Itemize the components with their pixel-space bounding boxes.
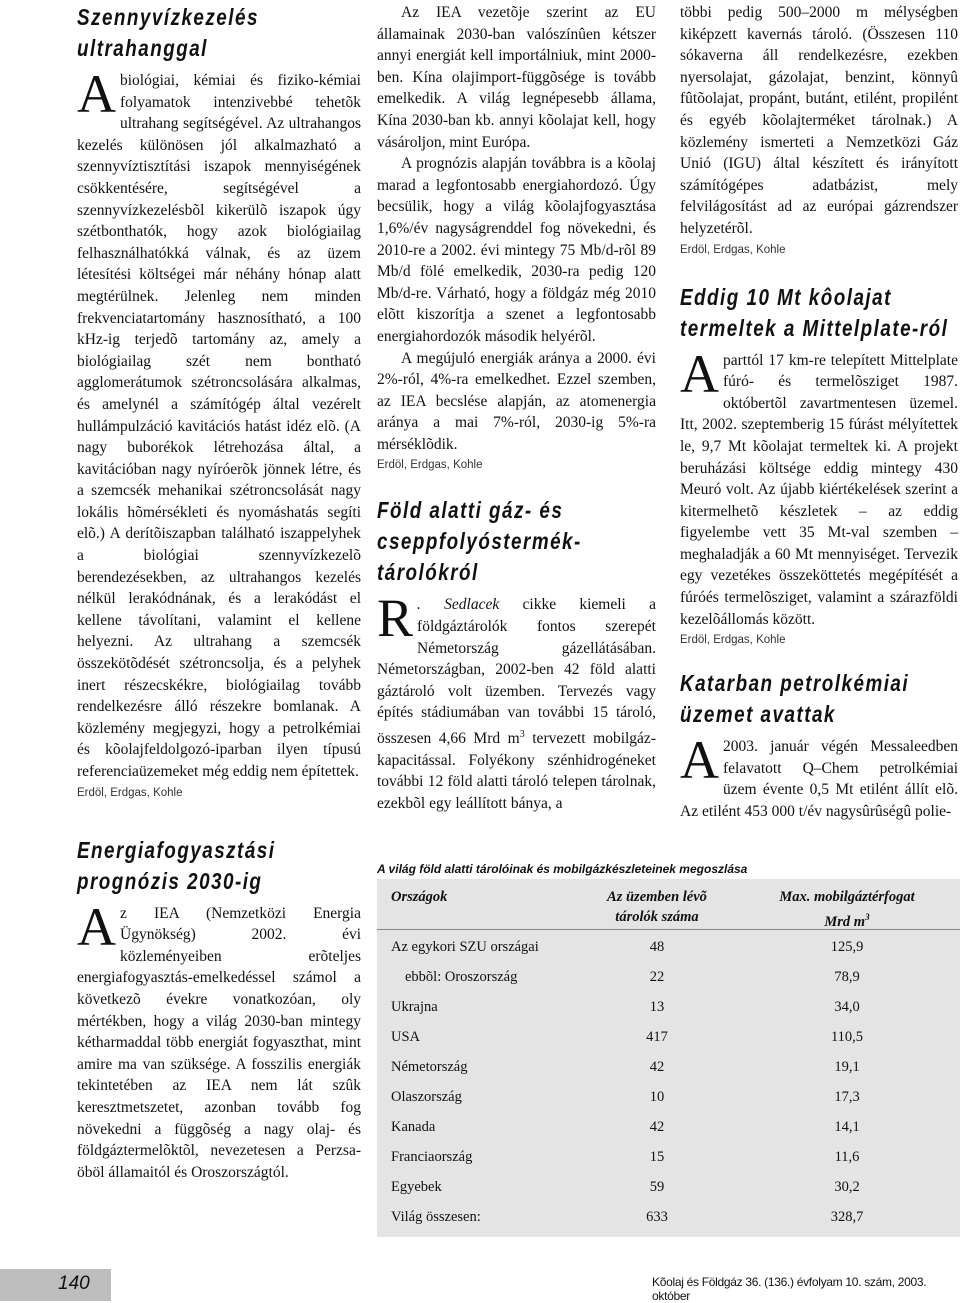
dropcap: R: [377, 588, 414, 649]
cell-country: ebbõl: Oroszország: [405, 969, 518, 985]
cell-count: 59: [649, 1179, 665, 1195]
cell-country: Egyebek: [391, 1179, 442, 1195]
article-body-szennyviz: Abiológiai, kémiai és fiziko-kémiai folyamatok intenzivebbé tehetõk ultrahang segítségével. Az ultrahangos kezelés különösen jól alkalmazható a szennyvíztisztítási iszapok mennyiségének csökkentésére, segítségével a szennyvízkezelésbõl kikerülõ iszapok úgy szétbonthatók, hogy azok biológiailag felhasználhatókká válnak, és az üzem létesítési költségei már néhány hónap alatt megtérülnek. Jelenleg nem minden frekvenciatartomány hasznosítható, a 100 kHz-ig terjedõ tartomány az, amely a biológiailag szét nem bontható agglomerátumok szétroncsolására alkalmas, és amelynél a számítógép által vezérelt hullámpulzáció kavitációs hatást idéz elõ. (A nagy buborékok létrehozása által, a kavitációban nagy nyíróerõk jönnek létre, és a szemcsék mehanikai szétroncsolását nagy lokális hõmérsékleti és nyomáshatás segíti elõ.) A derítõiszapban található iszappelyhek a biológiai szennyvízkezelõ berendezésekben, az ultrahangos kezelés nélkül lerakódnának, és a lerakódást el kellene távolítani, valamint el kellene helyezni. Az ultrahang a szemcsék összekötõdését szétroncsolja, és a pelyhek inert részecskékre, biológiailag tovább rendelkezésre álló részekre bomlanak. A közlemény megjegyzi, hogy a petrolkémiai és kõolajfeldolgozó-iparban ilyen típusú referenciaüzemeket még eddig nem építettek.: [77, 64, 361, 780]
dropcap: A: [680, 730, 719, 791]
article-body-energia-p4: A megújuló energiák aránya a 2000. évi 2%-ról, 4%-ra emelkedhet. Ezzel szemben, az IEA becslése alapján, az atomenergia aránya a mai 7%-ról, 2030-ig 5%-ra mérséklõdik.: [377, 349, 656, 453]
article-title-tarolok: Föld alatti gáz- és cseppfolyóstermék-tárolókról: [377, 497, 582, 586]
table-header-country: Országok: [391, 889, 448, 905]
cell-count: 22: [649, 969, 665, 985]
source-credit: Erdöl, Erdgas, Kohle: [377, 459, 483, 472]
table-row: [377, 939, 960, 967]
cell-capacity: 17,3: [834, 1089, 860, 1105]
article-body-tarolok: R . Sedlacek cikke kiemeli a földgáztárolók fontos szerepét Németország gázellátásában. Németországban, 2002-ben 42 föld alatti gáztároló volt üzemben. Tervezés vagy építés stádiumában van további 15 tároló, összesen 4,66 Mrd $m^3$ tervezett mobilgáz-kapacitással. Folyékony szénhidrogéneket további 12 föld alatti tároló telepen tárolnak, ezekbõl egy leállított bánya, a: [377, 588, 657, 812]
cell-capacity: 19,1: [834, 1059, 860, 1075]
column-right: [680, 2, 958, 823]
article-body-energia-p2: Az IEA vezetõje szerint az EU államainak 2030-ban valószínûen kétszer annyi energiát kell importálniuk, mint 2000-ben. Kína olajimport-függõsége is tovább emelkedik. A világ legnépesebb államа, Kína 2030-ban kb. annyi kõolajat kell, hogy vásároljon, mint Európa.: [377, 4, 656, 151]
cell-count: 13: [649, 999, 665, 1015]
cell-count: 633: [646, 1209, 668, 1225]
dropcap: A: [77, 64, 116, 124]
article-title-szennyviz: Szennyvízkezelés ultrahanggal: [77, 4, 259, 61]
cell-capacity: 14,1: [834, 1119, 860, 1135]
cell-country: Az egykori SZU országai: [391, 939, 539, 955]
cell-capacity: 328,7: [830, 1209, 864, 1225]
table-divider: [377, 929, 960, 930]
cell-count: 10: [649, 1089, 665, 1105]
article-body-katarban: A 2003. január végén Messaleedben felavatott Q–Chem petrolkémiai üzem évente 0,5 Mt etilént állít elõ. Az etilént 453 000 t/év nagysûrûségû polie-: [680, 730, 958, 821]
cell-capacity: 11,6: [834, 1149, 860, 1165]
table-row: [377, 1089, 960, 1117]
cell-capacity: 34,0: [834, 999, 860, 1015]
cell-country: Franciaország: [391, 1149, 473, 1165]
table-row: [377, 1149, 960, 1177]
article-body-energia: Az IEA (Nemzetközi Energia Ügynökség) 2002. évi közleményeiben erõteljes energiafogyasztás-emelkedéssel számol a következõ évekre vonatkozóan, oly mértékben, hogy a világ 2030-ban mintegy kétharmaddal több energiát fogyaszthat, mint amire ma van szüksége. A fosszilis energiák tekintetében az IEA nem lát szûk keresztmetszetet, azonban tovább fog növekedni a függõség a nagy olaj- és földgáztermelõktõl, nevezetesen a Perzsa-öböl államaitól és Oroszországtól.: [77, 896, 361, 1181]
cell-country: Olaszország: [391, 1089, 462, 1105]
cell-country: Világ összesen:: [391, 1209, 481, 1225]
column-left: [77, 2, 361, 1183]
cell-country: USA: [391, 1029, 421, 1045]
table-row: [377, 1119, 960, 1147]
table-row: [377, 1059, 960, 1087]
table-row: [377, 1029, 960, 1057]
cell-capacity: 78,9: [834, 969, 860, 985]
cell-count: 42: [649, 1119, 665, 1135]
source-credit: Erdöl, Erdgas, Kohle: [77, 786, 183, 799]
cell-capacity: 30,2: [834, 1179, 860, 1195]
journal-footer: Kõolaj és Földgáz 36. (136.) évfolyam 10. szám, 2003. október: [652, 1275, 927, 1303]
table-row: [377, 999, 960, 1027]
cell-country: Ukrajna: [391, 999, 438, 1015]
table-header-capacity: Max. mobilgáztérfogat Mrd $m^3$: [779, 889, 915, 930]
dropcap: A: [680, 343, 719, 404]
page-number-box: [0, 1269, 111, 1301]
article-title-mittelplate: Eddig 10 Mt kôolajat termeltek a Mittelplate-ról: [680, 283, 949, 341]
dropcap: A: [77, 896, 116, 957]
table-row: [377, 1209, 960, 1237]
article-title-katarban: Katarban petrolkémiai üzemet avattak: [680, 670, 910, 728]
cell-count: 15: [649, 1149, 665, 1165]
column-middle: [377, 2, 656, 815]
storage-table: [377, 879, 960, 1237]
source-credit: Erdöl, Erdgas, Kohle: [680, 634, 786, 647]
cell-country: Kanada: [391, 1119, 436, 1135]
table-header-count: Az üzemben lévõ tárolók száma: [607, 889, 707, 925]
cell-count: 48: [649, 939, 665, 955]
cell-capacity: 110,5: [830, 1029, 864, 1045]
cell-count: 417: [646, 1029, 668, 1045]
table-caption: A világ föld alatti tárolóinak és mobilgázkészleteinek megoszlása: [377, 862, 748, 876]
article-body-energia-p3: A prognózis alapján továbbra is a kõolaj marad a legfontosabb energiahordozó. Úgy becsülik, hogy a világ kõolajfogyasztása 1,6%/év nagyságrenddel fog növekedni, és 2010-re a 2002. évi mintegy 75 Mb/d-rõl 89 Mb/d fölé emelkedik, 2030-ra pedig 120 Mb/d-re. Várható, hogy a földgáz még 2010 elõtt kiszorítja a szenet a legfontosabb energiahordozók második helyérõl.: [377, 155, 656, 345]
source-credit: Erdöl, Erdgas, Kohle: [680, 243, 786, 256]
page-number: 140: [58, 1273, 90, 1294]
table-row: [377, 1179, 960, 1207]
cell-count: 42: [649, 1059, 665, 1075]
article-title-energia: Energiafogyasztási prognózis 2030-ig: [77, 836, 276, 894]
cell-capacity: 125,9: [830, 939, 864, 955]
cell-country: Németország: [391, 1059, 468, 1075]
article-body-mittelplate: Aparttól 17 km-re telepített Mittelplate fúró- és termelõsziget 1987. októbertõl zavartmentesen üzemel. Itt, 2002. szeptemberig 15 fúrást mélyítettek le, 9,7 Mt kõolajat termeltek ki. A projekt beruházási költsége eddig mintegy 430 Meuró volt. Az újabb kiértékelések szerint a kitermelhetõ készletek – az eddig figyelembe vett 35 Mt-val szemben – meghaladják a 60 Mt mennyiséget. Tervezik egy vezetékes összeköttetés megépítését a fúróés termelõsziget, valamint a szárazföldi kezelõállomás között.: [680, 343, 958, 628]
article-body-tarolok-p2: többi pedig 500–2000 m mélységben kiképzett kavernás tároló. (Összesen 110 sókaverna áll rendelkezésre, ezekben nyersolajat, gázolajat, benzint, könnyû fûtõolajat, propánt, butánt, etilént, propilént és egyéb kõolajterméket tárolnak.) A közlemény ismerteti a Nemzetközi Gáz Unió (IGU) által készített és irányított számítógépes adatbázist, mely felvilágosítást ad az európai gázrendszer helyzetérõl.: [680, 4, 958, 237]
table-row: [377, 969, 960, 997]
